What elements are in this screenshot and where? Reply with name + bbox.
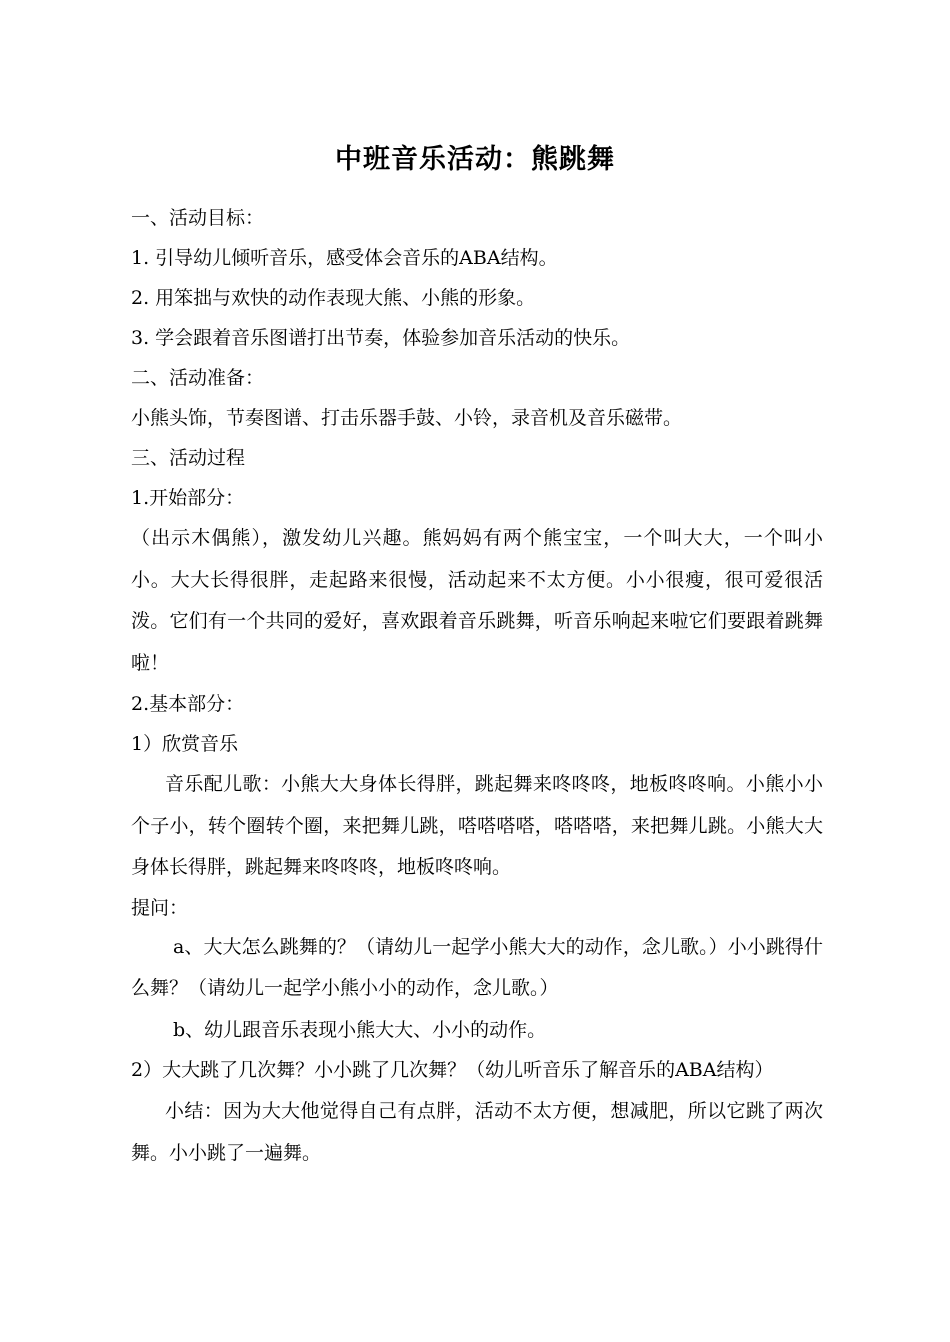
step-2-paragraph: 2）大大跳了几次舞？小小跳了几次舞？（幼儿听音乐了解音乐的ABA结构） bbox=[131, 1058, 774, 1081]
goals-heading: 一、活动目标： bbox=[131, 207, 265, 229]
start-heading: 1.开始部分： bbox=[131, 487, 245, 509]
start-paragraph: （出示木偶熊），激发幼儿兴趣。熊妈妈有两个熊宝宝，一个叫大大，一个叫小小。大大长得很胖，走起路来很慢，活动起来不太方便。小小很瘦，很可爱很活泼。它们有一个共同的爱好，喜欢跟着音乐跳舞，听音乐响起来啦它们要跟着跳舞啦！ bbox=[131, 527, 823, 674]
summary-paragraph: 小结：因为大大他觉得自己有点胖，活动不太方便，想减肥，所以它跳了两次舞。小小跳了一遍舞。 bbox=[131, 1100, 823, 1164]
step-1-heading: 1）欣赏音乐 bbox=[131, 733, 239, 755]
goal-item-3: 3. 学会跟着音乐图谱打出节奏，体验参加音乐活动的快乐。 bbox=[131, 327, 631, 349]
document-title: 中班音乐活动：熊跳舞 bbox=[335, 144, 615, 175]
document-body bbox=[131, 198, 823, 1174]
goal-item-1: 1. 引导幼儿倾听音乐，感受体会音乐的ABA结构。 bbox=[131, 247, 558, 269]
process-heading: 三、活动过程 bbox=[131, 447, 246, 469]
goal-item-2: 2. 用笨拙与欢快的动作表现大熊、小熊的形象。 bbox=[131, 287, 536, 309]
question-b: b、幼儿跟音乐表现小熊大大、小小的动作。 bbox=[173, 1018, 547, 1041]
question-heading: 提问： bbox=[131, 896, 189, 919]
song-paragraph: 音乐配儿歌：小熊大大身体长得胖，跳起舞来咚咚咚，地板咚咚响。小熊小小个子小，转个圈转个圈，来把舞儿跳，嗒嗒嗒嗒，嗒嗒嗒，来把舞儿跳。小熊大大身体长得胖，跳起舞来咚咚咚，地板咚咚响。 bbox=[131, 773, 823, 878]
prep-heading: 二、活动准备： bbox=[131, 367, 265, 389]
prep-text: 小熊头饰，节奏图谱、打击乐器手鼓、小铃，录音机及音乐磁带。 bbox=[131, 407, 683, 429]
basic-heading: 2.基本部分： bbox=[131, 693, 245, 715]
question-a: a、大大怎么跳舞的？（请幼儿一起学小熊大大的动作，念儿歌。）小小跳得什么舞？（请幼儿一起学小熊小小的动作，念儿歌。） bbox=[131, 935, 823, 999]
